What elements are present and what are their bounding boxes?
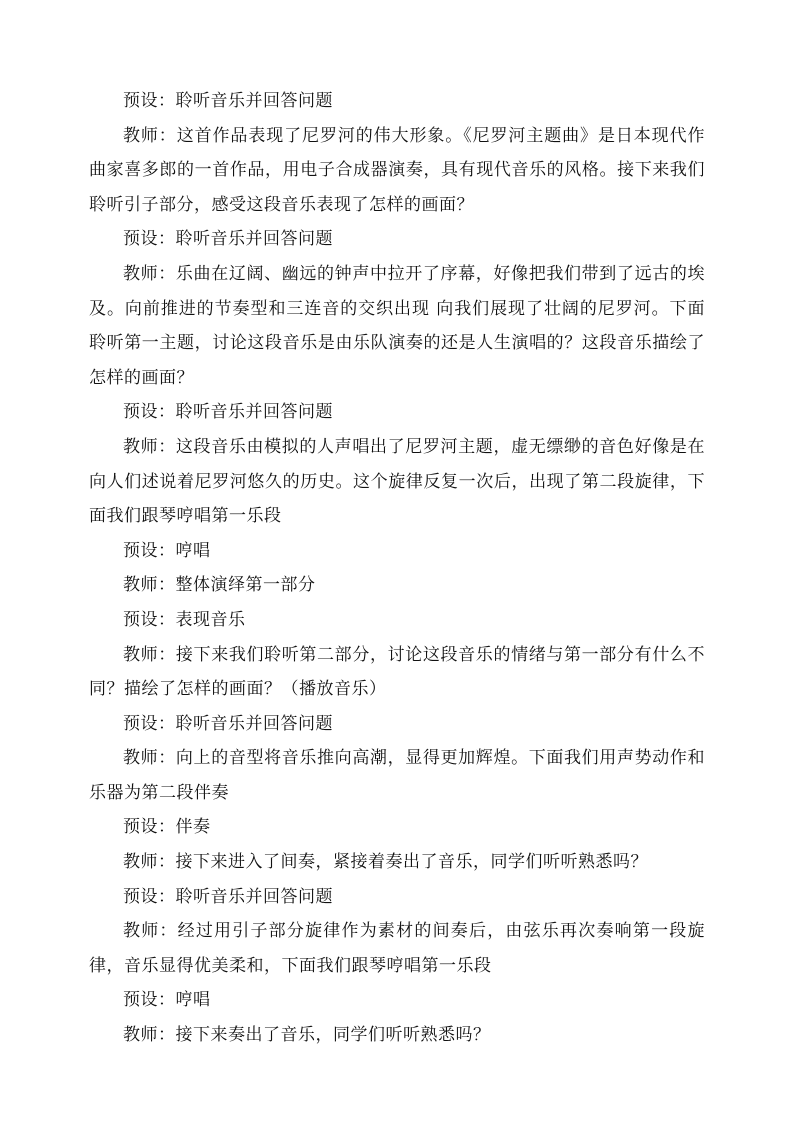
paragraph-teacher: 教师：接下来奏出了音乐，同学们听听熟悉吗？: [123, 1025, 491, 1046]
paragraph-teacher: 教师：接下来进入了间奏，紧接着奏出了音乐，同学们听听熟悉吗？: [123, 852, 648, 873]
paragraph-preset: 预设：表现音乐: [123, 609, 246, 630]
paragraph-preset: 预设：聆听音乐并回答问题: [123, 229, 333, 250]
paragraph-teacher: 教师：乐曲在辽阔、幽远的钟声中拉开了序幕，好像把我们带到了远古的埃及。向前推进的节奏型和三连音的交织出现 向我们展现了壮阔的尼罗河。下面聆听第一主题，讨论这段音乐是由乐队演奏的还是人生演唱的？这段音乐描绘了怎样的画面？: [89, 263, 705, 388]
paragraph-teacher: 教师：接下来我们聆听第二部分，讨论这段音乐的情绪与第一部分有什么不同？描绘了怎样的画面？（播放音乐）: [89, 644, 705, 700]
paragraph-teacher: 教师：经过用引子部分旋律作为素材的间奏后，由弦乐再次奏响第一段旋律，音乐显得优美柔和，下面我们跟琴哼唱第一乐段: [89, 921, 705, 976]
document-body: [89, 84, 705, 1053]
paragraph-preset: 预设：聆听音乐并回答问题: [123, 886, 333, 907]
paragraph-preset: 预设：聆听音乐并回答问题: [123, 402, 333, 423]
paragraph-preset: 预设：聆听音乐并回答问题: [123, 713, 333, 734]
paragraph-teacher: 教师：整体演绎第一部分: [123, 575, 316, 596]
paragraph-teacher: 教师：这段音乐由模拟的人声唱出了尼罗河主题，虚无缥缈的音色好像是在向人们述说着尼罗河悠久的历史。这个旋律反复一次后，出现了第二段旋律，下面我们跟琴哼唱第一乐段: [89, 436, 705, 527]
paragraph-preset: 预设：聆听音乐并回答问题: [123, 91, 333, 111]
paragraph-preset: 预设：哼唱: [123, 540, 211, 561]
paragraph-teacher: 教师：向上的音型将音乐推向高潮，显得更加辉煌。下面我们用声势动作和乐器为第二段伴奏: [89, 748, 705, 803]
paragraph-teacher: 教师：这首作品表现了尼罗河的伟大形象。《尼罗河主题曲》是日本现代作曲家喜多郎的一首作品，用电子合成器演奏，具有现代音乐的风格。接下来我们聆听引子部分，感受这段音乐表现了怎样的画面？: [89, 125, 705, 215]
paragraph-preset: 预设：哼唱: [123, 990, 211, 1011]
paragraph-preset: 预设：伴奏: [123, 817, 211, 838]
